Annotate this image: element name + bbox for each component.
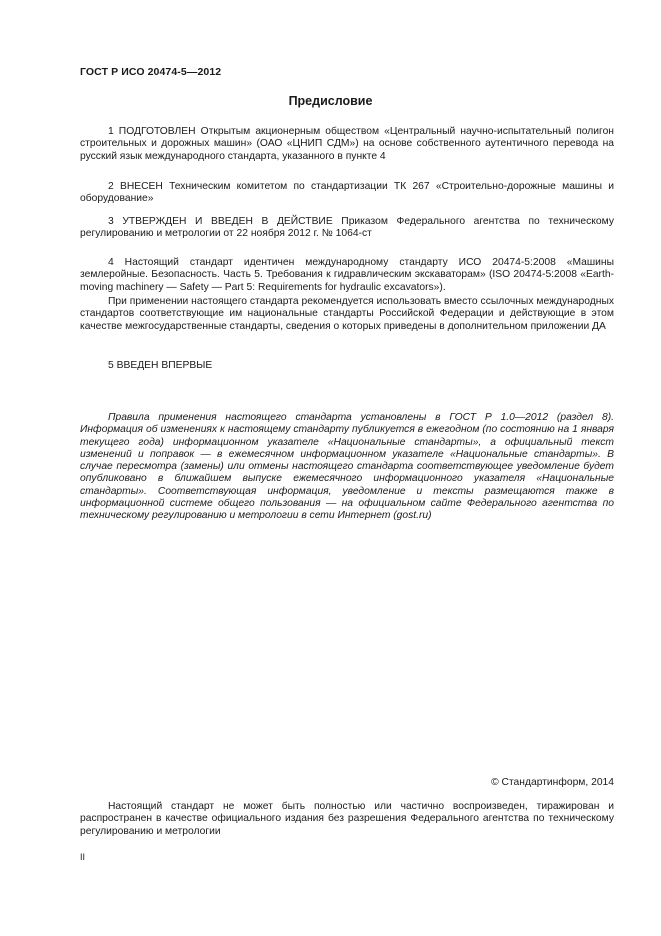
- reproduction-notice: Настоящий стандарт не может быть полностью или частично воспроизведен, тиражирован и распространен в качестве официального издания без разрешения Федерального агентства по техническому регулированию и метрологии: [80, 801, 614, 837]
- paragraph-3: 3 УТВЕРЖДЕН И ВВЕДЕН В ДЕЙСТВИЕ Приказом Федерального агентства по техническому регулированию и метрологии от 22 ноября 2012 г. № 1064-ст: [80, 216, 614, 240]
- page-number: II: [80, 852, 86, 862]
- copyright: © Стандартинформ, 2014: [491, 777, 614, 788]
- standard-code: ГОСТ Р ИСО 20474-5—2012: [80, 66, 222, 78]
- paragraph-5: 5 ВВЕДЕН ВПЕРВЫЕ: [108, 360, 213, 371]
- paragraph-4-note: При применении настоящего стандарта рекомендуется использовать вместо ссылочных международных стандартов соответствующие им национальные стандарты Российской Федерации и действующие в этом качестве межгосударственные стандарты, сведения о которых приведены в дополнительном приложении ДА: [80, 296, 614, 332]
- paragraph-2: 2 ВНЕСЕН Техническим комитетом по стандартизации ТК 267 «Строительно-дорожные машины и оборудование»: [80, 181, 614, 205]
- application-rules-notice: Правила применения настоящего стандарта установлены в ГОСТ Р 1.0—2012 (раздел 8). Информация об изменениях к настоящему стандарту публикуется в ежегодном (по состоянию на 1 января текущего года) информационном указателе «Национальные стандарты», а официальный текст изменений и поправок — в ежемесячном информационном указателе «Национальные стандарты». В случае пересмотра (замены) или отмены настоящего стандарта соответствующее уведомление будет опубликовано в ближайшем выпуске ежемесячного информационного указателя «Национальные стандарты». Соответствующая информация, уведомление и тексты размещаются также в информационной системе общего пользования — на официальном сайте Федерального агентства по техническому регулированию и метрологии в сети Интернет (gost.ru): [80, 412, 614, 522]
- paragraph-4: 4 Настоящий стандарт идентичен международному стандарту ИСО 20474-5:2008 «Машины землеройные. Безопасность. Часть 5. Требования к гидравлическим экскаваторам» (ISO 20474-5:2008 «Earth-moving machinery — Safety — Part 5: Requirements for hydraulic excavators»).: [80, 257, 614, 293]
- paragraph-1: 1 ПОДГОТОВЛЕН Открытым акционерным обществом «Центральный научно-испытательный полигон строительных и дорожных машин» (ОАО «ЦНИП СДМ») на основе собственного аутентичного перевода на русский язык международного стандарта, указанного в пункте 4: [80, 126, 614, 162]
- page-title: Предисловие: [288, 94, 373, 108]
